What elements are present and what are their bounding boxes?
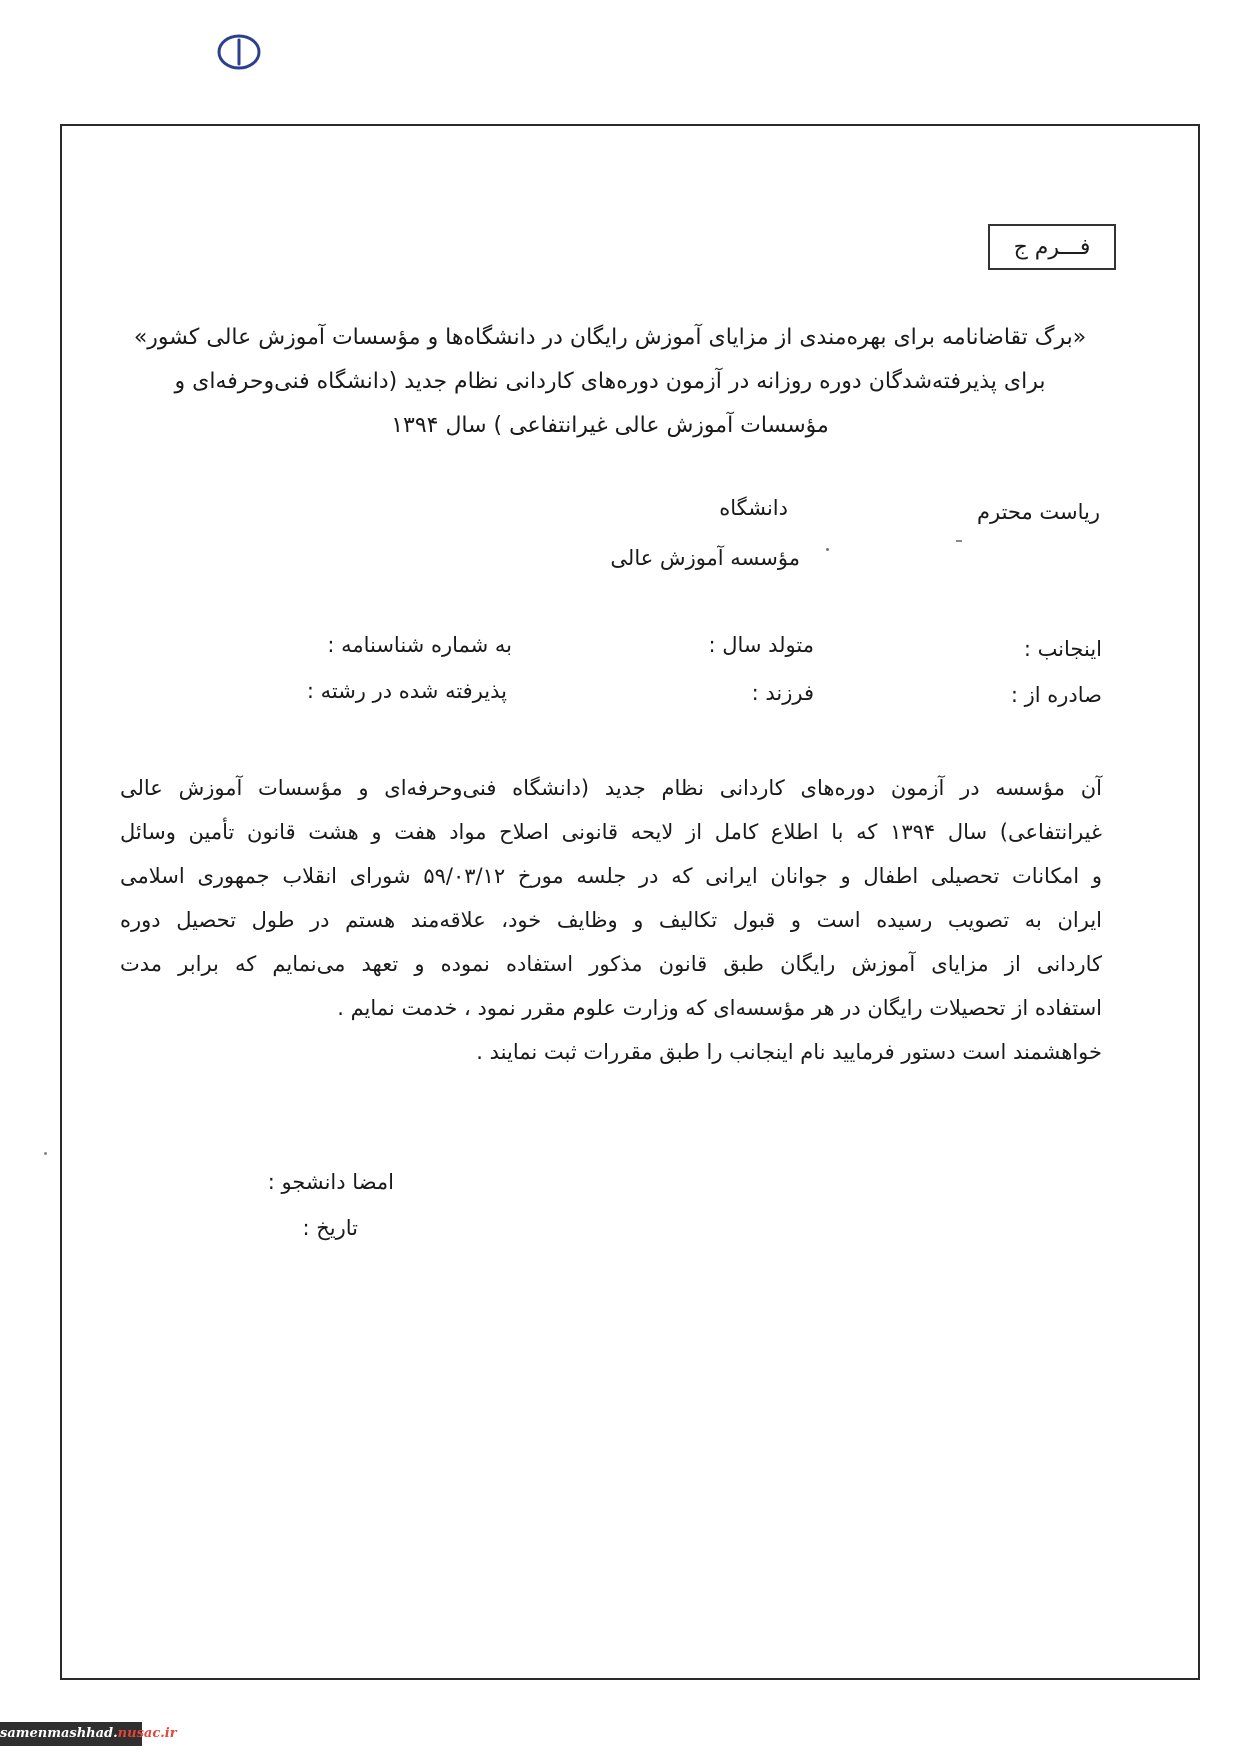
- title-line-1: «برگ تقاضانامه برای بهره‌مندی از مزایای آموزش رایگان در دانشگاه‌ها و مؤسسات آموزش عالی کشور»: [133, 325, 1087, 350]
- field-issued-from: صادره از :: [1010, 683, 1102, 707]
- form-title: [120, 316, 1100, 448]
- body-line: آن مؤسسه در آزمون دوره‌های کاردانی نظام جدید (دانشگاه فنی‌وحرفه‌ای و مؤسسات آموزش عالی: [120, 776, 1102, 800]
- university-label: دانشگاه: [719, 496, 788, 520]
- body-line: غیرانتفاعی) سال ۱۳۹۴ که با اطلاع کامل از لایحه قانونی اصلاح مواد هفت و هشت قانون تأمین وسائل: [120, 820, 1102, 844]
- page-number: [214, 30, 264, 74]
- title-line-3: مؤسسات آموزش عالی غیرانتفاعی ) سال ۱۳۹۴: [391, 413, 829, 438]
- student-signature-label: امضا دانشجو :: [267, 1170, 394, 1194]
- body-line: کاردانی از مزایای آموزش رایگان طبق قانون مذکور استفاده نموده و تعهد می‌نمایم که برابر مدت: [120, 952, 1102, 976]
- body-line: و امکانات تحصیلی اطفال و جوانان ایرانی که در جلسه مورخ ۵۹/۰۳/۱۲ شورای انقلاب جمهوری اسلامی: [120, 864, 1102, 888]
- body-line: استفاده از تحصیلات رایگان در هر مؤسسه‌ای که وزارت علوم مقرر نمود ، خدمت نمایم .: [337, 996, 1102, 1020]
- institute-label: مؤسسه آموزش عالی: [610, 546, 800, 570]
- salutation: ریاست محترم: [976, 500, 1100, 524]
- field-major: پذیرفته شده در رشته :: [306, 679, 507, 703]
- field-child-of: فرزند :: [751, 681, 814, 705]
- body-line: ایران به تصویب رسیده است و قبول تکالیف و وظایف خود، علاقه‌مند هستم در طول تحصیل دوره: [120, 908, 1102, 932]
- request-body: [120, 766, 1102, 1074]
- handwritten-page-number-icon: [214, 30, 264, 74]
- body-line: خواهشمند است دستور فرمایید نام اینجانب را طبق مقررات ثبت نمایند .: [476, 1040, 1102, 1064]
- date-label: تاریخ :: [302, 1216, 358, 1240]
- watermark-prefix: samenmashhad.: [0, 1726, 118, 1741]
- site-watermark: [0, 1722, 177, 1746]
- watermark-suffix: nusac.ir: [117, 1726, 177, 1741]
- field-name: اینجانب :: [1023, 637, 1102, 661]
- scan-speck: [826, 548, 829, 551]
- title-line-2: برای پذیرفته‌شدگان دوره روزانه در آزمون دوره‌های کاردانی نظام جدید (دانشگاه فنی‌وحرفه‌ای و: [174, 369, 1046, 394]
- scan-speck: [44, 1152, 47, 1155]
- field-id-number: به شماره شناسنامه :: [327, 633, 512, 657]
- form-label: فـــرم ج: [988, 224, 1116, 270]
- scan-speck: [956, 540, 962, 542]
- field-birth-year: متولد سال :: [708, 633, 814, 657]
